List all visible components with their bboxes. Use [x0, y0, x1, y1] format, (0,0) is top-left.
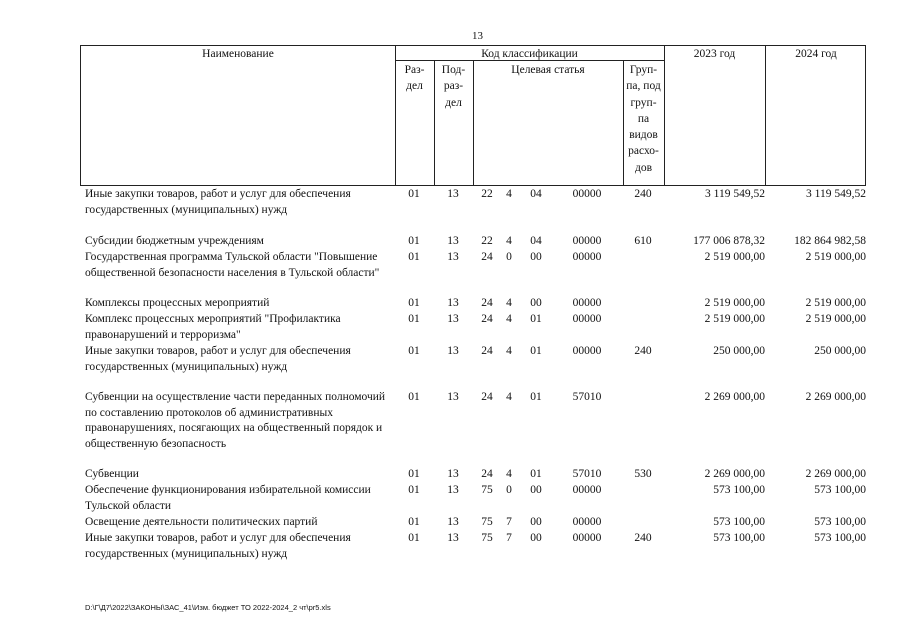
- header-code: Код классификации: [481, 48, 578, 60]
- row-y2024: 573 100,00: [814, 532, 866, 544]
- row-podrazdel: 13: [447, 251, 459, 263]
- row-razdel: 01: [408, 468, 420, 480]
- header-subsection: Под- раз- дел: [441, 64, 466, 109]
- row-cs4: 57010: [572, 391, 602, 403]
- row-cs1: 24: [481, 297, 493, 309]
- row-y2023: 2 519 000,00: [704, 313, 765, 325]
- row-cs2: 7: [506, 532, 512, 544]
- row-cs1: 75: [481, 532, 493, 544]
- row-cs3: 01: [530, 313, 542, 325]
- row-y2024: 2 519 000,00: [805, 297, 866, 309]
- row-razdel: 01: [408, 391, 420, 403]
- row-y2024: 573 100,00: [814, 516, 866, 528]
- row-y2023: 573 100,00: [713, 516, 765, 528]
- row-cs2: 4: [506, 297, 512, 309]
- row-podrazdel: 13: [447, 188, 459, 200]
- row-podrazdel: 13: [447, 484, 459, 496]
- row-razdel: 01: [408, 235, 420, 247]
- row-cs2: 4: [506, 345, 512, 357]
- row-y2024: 2 269 000,00: [805, 391, 866, 403]
- page-number: 13: [472, 30, 483, 42]
- row-name: Обеспечение функционирования избирательной комиссии Тульской области: [85, 484, 371, 512]
- row-y2023: 2 519 000,00: [704, 297, 765, 309]
- row-name: Субсидии бюджетным учреждениям: [85, 235, 264, 247]
- row-podrazdel: 13: [447, 391, 459, 403]
- row-razdel: 01: [408, 251, 420, 263]
- row-cs1: 75: [481, 516, 493, 528]
- row-y2023: 177 006 878,32: [693, 235, 765, 247]
- header-2023: 2023 год: [693, 48, 736, 60]
- row-cs4: 00000: [572, 345, 602, 357]
- row-cs3: 01: [530, 345, 542, 357]
- row-podrazdel: 13: [447, 345, 459, 357]
- row-cs4: 00000: [572, 313, 602, 325]
- row-cs3: 04: [530, 235, 542, 247]
- row-vid: 530: [634, 468, 652, 480]
- row-cs3: 00: [530, 516, 542, 528]
- row-cs3: 01: [530, 391, 542, 403]
- row-y2023: 2 269 000,00: [704, 468, 765, 480]
- row-razdel: 01: [408, 313, 420, 325]
- row-cs1: 22: [481, 188, 493, 200]
- file-path-footer: D:\Г\Д7\2022\ЗАКОНЫ\ЗАС_41\Изм. бюджет ТО 2022-2024_2 чт\pr5.xls: [85, 603, 331, 612]
- row-y2024: 573 100,00: [814, 484, 866, 496]
- row-cs2: 4: [506, 235, 512, 247]
- row-y2023: 573 100,00: [713, 532, 765, 544]
- row-y2023: 2 519 000,00: [704, 251, 765, 263]
- row-y2023: 250 000,00: [713, 345, 765, 357]
- row-cs4: 00000: [572, 532, 602, 544]
- row-vid: 240: [634, 188, 652, 200]
- row-razdel: 01: [408, 516, 420, 528]
- row-name: Субвенции на осуществление части переданных полномочий по составлению протоколов об административных правонарушениях, посягающих на общественный порядок и общественную безопасность: [85, 391, 386, 450]
- row-vid: 240: [634, 532, 652, 544]
- row-podrazdel: 13: [447, 532, 459, 544]
- row-name: Освещение деятельности политических партий: [85, 516, 318, 528]
- row-razdel: 01: [408, 484, 420, 496]
- row-cs3: 00: [530, 297, 542, 309]
- row-cs3: 00: [530, 484, 542, 496]
- header-section: Раз- дел: [404, 64, 425, 93]
- row-razdel: 01: [408, 297, 420, 309]
- header-2024: 2024 год: [795, 48, 837, 60]
- row-cs1: 24: [481, 391, 493, 403]
- row-cs3: 04: [530, 188, 542, 200]
- row-name: Иные закупки товаров, работ и услуг для обеспечения государственных (муниципальных) нужд: [85, 188, 351, 216]
- row-y2023: 3 119 549,52: [705, 188, 765, 200]
- row-cs2: 7: [506, 516, 512, 528]
- row-cs4: 00000: [572, 251, 602, 263]
- row-razdel: 01: [408, 188, 420, 200]
- row-cs1: 22: [481, 235, 493, 247]
- row-name: Иные закупки товаров, работ и услуг для обеспечения государственных (муниципальных) нужд: [85, 532, 351, 560]
- row-cs3: 01: [530, 468, 542, 480]
- row-y2024: 3 119 549,52: [806, 188, 866, 200]
- row-y2024: 2 519 000,00: [805, 251, 866, 263]
- row-cs4: 00000: [572, 188, 602, 200]
- header-target: Целевая статья: [511, 64, 585, 76]
- row-cs2: 0: [506, 251, 512, 263]
- row-name: Комплекс процессных мероприятий "Профилактика правонарушений и терроризма": [85, 313, 341, 341]
- row-cs2: 0: [506, 484, 512, 496]
- row-razdel: 01: [408, 345, 420, 357]
- row-podrazdel: 13: [447, 516, 459, 528]
- row-y2024: 250 000,00: [814, 345, 866, 357]
- row-cs1: 24: [481, 345, 493, 357]
- row-cs3: 00: [530, 251, 542, 263]
- row-vid: 240: [634, 345, 652, 357]
- row-y2024: 2 519 000,00: [805, 313, 866, 325]
- row-cs2: 4: [506, 468, 512, 480]
- row-podrazdel: 13: [447, 313, 459, 325]
- row-cs3: 00: [530, 532, 542, 544]
- row-cs4: 00000: [572, 235, 602, 247]
- row-cs1: 24: [481, 251, 493, 263]
- row-cs1: 24: [481, 468, 493, 480]
- row-vid: 610: [634, 235, 652, 247]
- row-cs4: 57010: [572, 468, 602, 480]
- row-y2024: 182 864 982,58: [794, 235, 866, 247]
- row-y2023: 573 100,00: [713, 484, 765, 496]
- row-podrazdel: 13: [447, 297, 459, 309]
- row-y2023: 2 269 000,00: [704, 391, 765, 403]
- row-cs1: 75: [481, 484, 493, 496]
- row-cs4: 00000: [572, 484, 602, 496]
- row-cs4: 00000: [572, 297, 602, 309]
- header-name: Наименование: [202, 48, 274, 60]
- row-name: Государственная программа Тульской области "Повышение общественной безопасности населения в Тульской области": [85, 251, 380, 279]
- row-cs1: 24: [481, 313, 493, 325]
- row-podrazdel: 13: [447, 235, 459, 247]
- row-cs2: 4: [506, 313, 512, 325]
- row-name: Иные закупки товаров, работ и услуг для обеспечения государственных (муниципальных) нужд: [85, 345, 351, 373]
- row-y2024: 2 269 000,00: [805, 468, 866, 480]
- row-cs4: 00000: [572, 516, 602, 528]
- row-cs2: 4: [506, 188, 512, 200]
- row-podrazdel: 13: [447, 468, 459, 480]
- row-cs2: 4: [506, 391, 512, 403]
- header-group: Груп- па, под груп- па видов расхо- дов: [626, 64, 661, 174]
- row-name: Комплексы процессных мероприятий: [85, 297, 270, 309]
- row-name: Субвенции: [85, 468, 139, 480]
- row-razdel: 01: [408, 532, 420, 544]
